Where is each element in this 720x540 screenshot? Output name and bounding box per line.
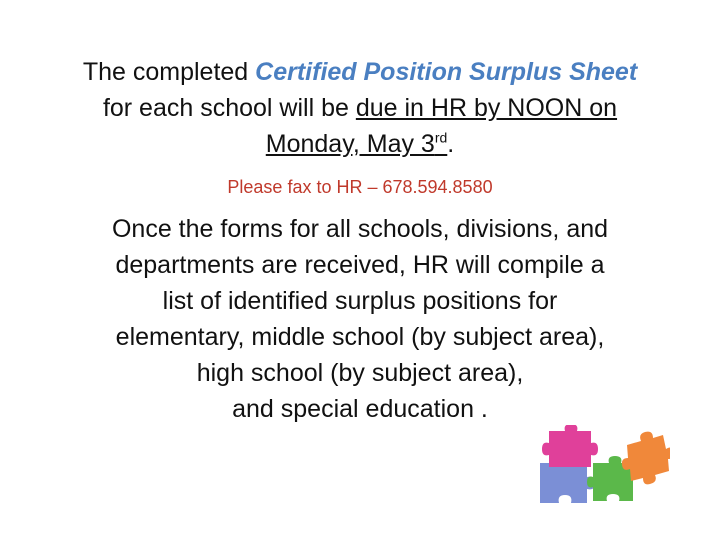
puzzle-piece-pink — [542, 425, 598, 467]
due-date-text: Monday, May 3 — [265, 130, 435, 158]
deadline-line-3 — [30, 126, 690, 162]
deadline-text: for each school will be — [102, 94, 356, 122]
due-date-underlined — [266, 130, 448, 158]
fax-note: Please fax to HR – 678.594.8580 — [227, 177, 493, 197]
surplus-sheet-deadline — [30, 54, 690, 162]
paragraph-line: elementary, middle school (by subject area), — [115, 323, 605, 351]
puzzle-pieces-icon — [535, 425, 670, 505]
deadline-text: The completed — [82, 58, 256, 86]
paragraph-line: Once the forms for all schools, divisions, and — [111, 215, 609, 243]
paragraph-line: list of identified surplus positions for — [162, 287, 558, 315]
compile-list-paragraph — [50, 211, 670, 427]
ordinal-suffix: rd — [434, 129, 448, 146]
deadline-line-1 — [30, 54, 690, 90]
paragraph-line: high school (by subject area), — [196, 359, 524, 387]
due-date-underlined: due in HR by NOON on — [355, 94, 618, 122]
paragraph-line: and special education . — [232, 395, 488, 423]
deadline-line-2 — [30, 90, 690, 126]
paragraph-line: departments are received, HR will compile a — [115, 251, 605, 279]
surplus-sheet-title: Certified Position Surplus Sheet — [255, 58, 638, 86]
period: . — [447, 130, 455, 158]
